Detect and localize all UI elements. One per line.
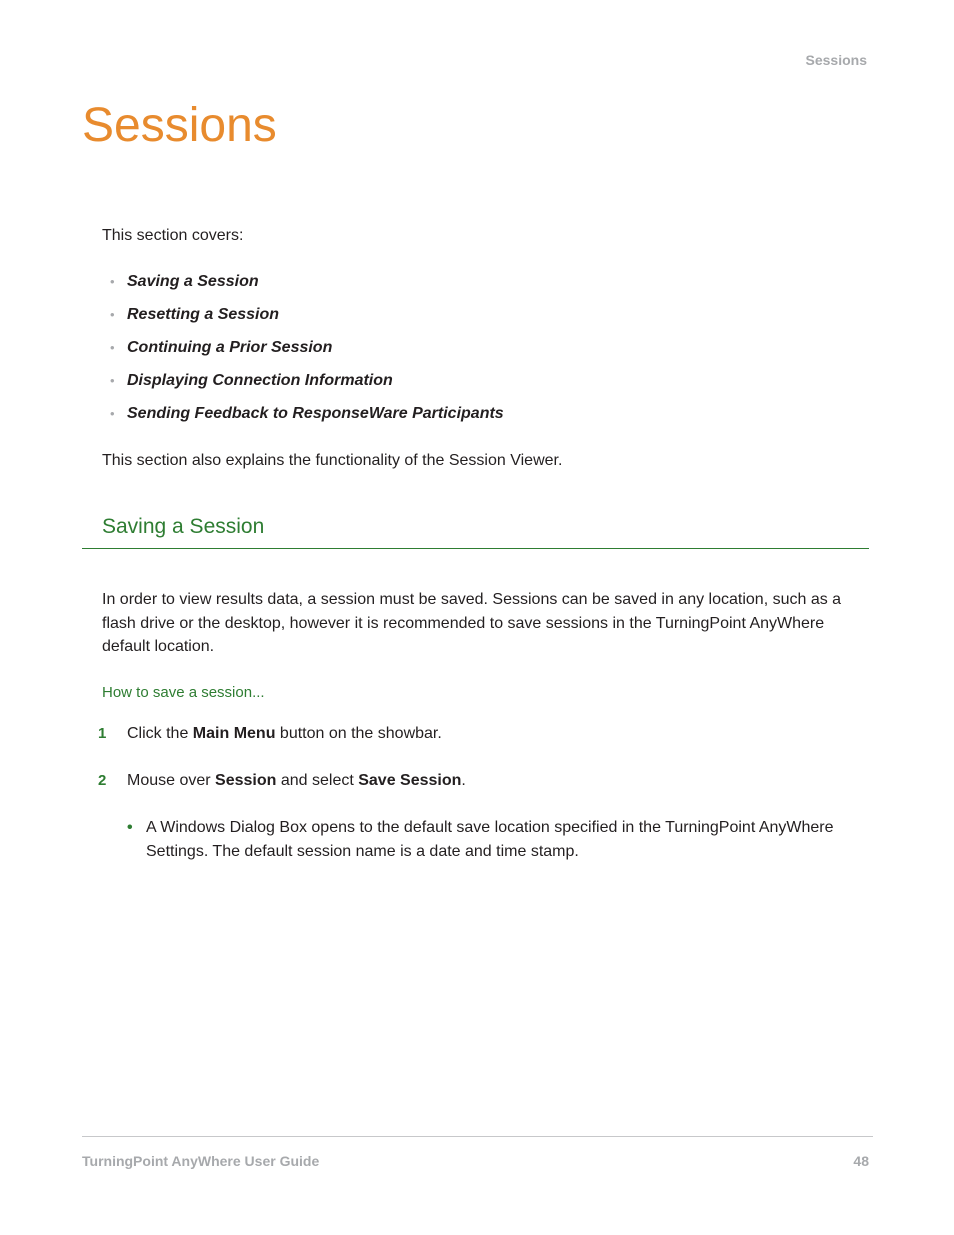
running-head: Sessions — [805, 52, 867, 68]
step-2: 2 Mouse over Session and select Save Session. — [98, 769, 466, 792]
sub-bullet-text: A Windows Dialog Box opens to the default save location specified in the TurningPoint AnyWhere Settings. The default session name is a date and time stamp. — [146, 819, 834, 860]
topic-link-connection-info[interactable]: • Displaying Connection Information — [110, 369, 504, 402]
topic-link-feedback[interactable]: • Sending Feedback to ResponseWare Participants — [110, 402, 504, 435]
bullet-icon: • — [110, 307, 115, 322]
step-number: 2 — [98, 772, 107, 789]
topic-link-resetting[interactable]: • Resetting a Session — [110, 303, 504, 336]
topic-list — [110, 270, 504, 435]
section-body: In order to view results data, a session must be saved. Sessions can be saved in any location, such as a flash drive or the desktop, however it is recommended to save sessions in the TurningPoint AnyWhere default location. — [102, 591, 842, 655]
bullet-icon: • — [110, 373, 115, 388]
footer-guide-title: TurningPoint AnyWhere User Guide — [82, 1153, 320, 1169]
bullet-icon: • — [110, 274, 115, 289]
section-divider — [82, 548, 869, 549]
also-text: This section also explains the functionality of the Session Viewer. — [102, 452, 563, 469]
bullet-icon: • — [127, 819, 133, 836]
intro-text: This section covers: — [102, 227, 244, 244]
topic-link-saving[interactable]: • Saving a Session — [110, 270, 504, 303]
step-number: 1 — [98, 725, 107, 742]
bullet-icon: • — [110, 406, 115, 421]
footer-divider — [82, 1136, 873, 1137]
sub-bullet — [127, 816, 862, 863]
page-title: Sessions — [82, 99, 277, 152]
howto-heading: How to save a session... — [102, 684, 265, 701]
page-number: 48 — [853, 1153, 869, 1169]
bullet-icon: • — [110, 340, 115, 355]
step-1: 1 Click the Main Menu button on the showbar. — [98, 722, 442, 745]
topic-link-continuing[interactable]: • Continuing a Prior Session — [110, 336, 504, 369]
section-heading: Saving a Session — [102, 515, 265, 538]
